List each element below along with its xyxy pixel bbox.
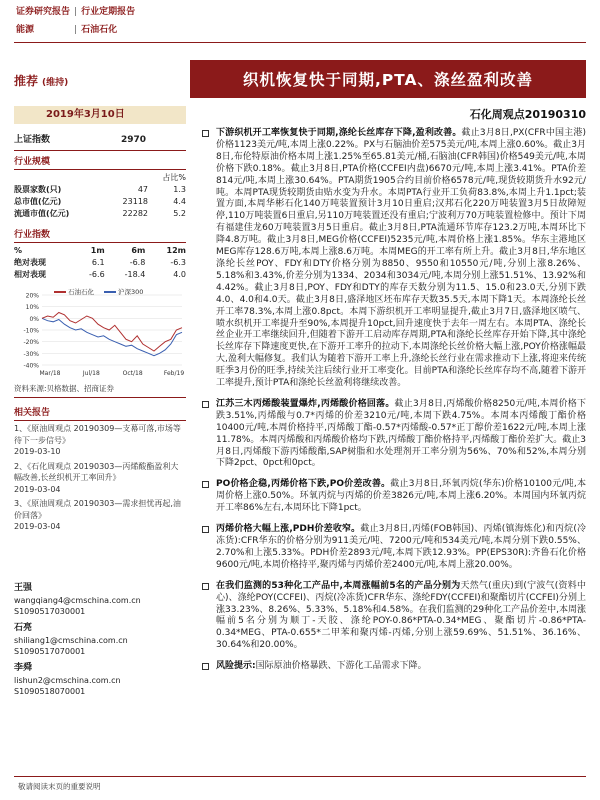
perf-header: % 1m 6m 12m: [14, 246, 186, 255]
industry-row: [14, 196, 186, 208]
perf-label: 绝对表现: [14, 258, 46, 267]
paragraph-lead: 风险提示:: [216, 661, 256, 672]
industry-pct: 1.3: [173, 185, 186, 194]
perf-value: -18.4: [124, 270, 146, 279]
paragraph-text: 天然气(重庆)到(宁波气(资料中心)、涤纶POY(CCFEI)、丙烷(冷冻货)CFR华东、涤纶FDY(CCFEI)和聚酯切片(CCFEI)分别上涨33.23%、8.26%、5.33%、5.18%和4.58%。在我们监测的29种化工产品价差中,本周涨幅前5名分别为顺丁-天胶、涤纶POY-0.86*PTA-0.34*MEG、聚酯切片-0.86*PTA-0.34*MEG、PTA-0.655*二甲苯和聚丙烯-丙烯,分别上涨59.69%、51.51%、36.16%、30.64%和20.00%。: [216, 580, 586, 651]
related-report-item: [14, 461, 186, 496]
industry-label: 股票家数(只): [14, 185, 62, 194]
related-report-title: 1、《原油周观点 20190309—支幕可落,市场等待下一步信号》: [14, 424, 181, 445]
body-paragraph: [200, 661, 586, 673]
chart-svg: [14, 285, 186, 381]
paragraph-text: 国际原油价格暴跌、下游化工品需求下降。: [255, 661, 427, 672]
related-report-item: [14, 423, 186, 458]
analyst-card: [14, 663, 186, 697]
industry-pct: 4.4: [173, 197, 186, 206]
related-report-title: 3、《原油周观点 20190303—需求担忧再起,油价回落》: [14, 499, 181, 520]
industry-label: 流通市值(亿元): [14, 209, 70, 218]
analyst-card: [14, 583, 186, 617]
checkbox-bullet-icon: [202, 130, 209, 137]
series-line-hs300: [42, 318, 182, 355]
x-tick-label: Oct/18: [122, 370, 143, 377]
industry-pct: 5.2: [173, 209, 186, 218]
related-report-item: [14, 498, 186, 533]
paragraph-text: 截止3月8日,PX(CFR中国主港)价格1123美元/吨,本周上涨0.22%。PX与石脑油价差575美元/吨,本周上涨0.60%。截止3月8日,布伦特原油价格本周上涨1.25%至65.81美元/桶,石脑油(CFR韩国)价格549美元/吨,本周价格下跌0.18%。截止3月8日,PTA价格(CCFEI内盘)6670元/吨,本周上涨3.41%。PTA价差814元/吨,本周上涨30.64%。PTA期货1905合约目前价格6578元/吨,现货较期货升水92元/吨。本周PTA现货较期货由贴水变为升水。本周PTA行业开工负荷83.8%,本周上升1.1pct;装置方面,本周华彬石化140万吨装置预计3月10日重启;汉邦石化220万吨装置3月5日故障短停,110万吨装置6日重启,另110万吨装置还没有重启;宁波利万70万吨装置检修中。预计下周有福建佳龙60万吨装置3月5日重启。截止3月8日,PTA流通环节库存123.2万吨,本周环比下降4.8万吨。截止3月8日,MEG价格(CCFEI)5235元/吨,本周价格上涨1.85%。华东主港地区MEG库存128.6万吨,本周上涨8.6万吨。本周MEG的开工率有所上升。截止3月8日,华东地区涤纶长丝POY、FDY和DTY价格分别为8850、9550和10550元/吨,分别上涨8.26%、5.18%和3.43%,价差分别为1334、2034和3034元/吨,本周分别上涨51.51%、13.92%和4.42%。截止3月8日,POY、FDY和DTY的库存天数分别为11.5、15.0和23.0天,分别下跌4.0、4.0和4.0天。截止3月8日,盛泽地区坯布库存天数35.5天,本周下降1天。本周涤纶长丝开工率78.3%,本周上涨0.8pct。本周下游织机开工率明显提升,截止3月7日,盛泽地区喷气、喷水织机开工率提升至90%,本周提升10pct,回升速度快于去年一周左右。本周PTA、涤纶长丝企业开工率继续回升,但随着下游开工启动库存周期,PTA和涤纶长丝库存开始下降,其中涤纶长丝库存下降速度更快,在下游开工率升的拉动下,本周涤纶长丝价格大幅上涨,POY价格涨幅最大,盈利大幅修复。我们认为随着下游开工率上升,涤纶长丝行业在需求推动下上涨,将迎来传统旺季3月份的旺季,持续关注后续行业开工率变化。目前PTA和涤纶长丝库存均不高,随着下游开工率提升,预计PTA和涤纶长丝盈利将继续改善。: [216, 128, 586, 389]
analyst-email: shiliang1@cmschina.com.cn: [14, 635, 128, 645]
analyst-card: [14, 623, 186, 657]
industry-row: [14, 184, 186, 196]
y-tick-label: -30%: [23, 350, 39, 358]
industry-scale-heading: 行业规模: [14, 151, 186, 170]
report-subtitle: 石化周观点20190310: [469, 108, 586, 121]
perf-row: [14, 269, 186, 281]
checkbox-bullet-icon: [202, 663, 209, 670]
perf-row: [14, 257, 186, 269]
analyst-id: S1090517030001: [14, 606, 86, 616]
paragraph-text: 截止3月8日,环氧丙烷(华东)价格10100元/吨,本周价格上涨0.50%。环氧丙烷与丙烯的价差3826元/吨,本周上涨6.20%。本周国内环氧丙烷开工率86%左右,本周环比下降1pct。: [216, 479, 586, 514]
analyst-name: 王强: [14, 582, 33, 593]
checkbox-bullet-icon: [202, 401, 209, 408]
industry-value: 47: [137, 185, 148, 194]
chart-legend: [54, 287, 143, 296]
y-tick-label: 20%: [25, 292, 39, 300]
checkbox-bullet-icon: [202, 481, 209, 488]
performance-chart: [14, 285, 186, 381]
main-body: [200, 128, 586, 682]
perf-value: 6.1: [91, 258, 105, 267]
industry-label: 总市值(亿元): [14, 197, 62, 206]
perf-label: 相对表现: [14, 270, 46, 279]
body-paragraph: [200, 524, 586, 572]
related-report-title: 2、《石化周观点 20190303—丙烯酸酯盈利大幅改善,长丝织机开工率回升》: [14, 461, 179, 482]
analyst-email: lishun2@cmschina.com.cn: [14, 675, 121, 685]
report-date: 2019年3月10日: [14, 106, 186, 124]
analyst-name: 李舜: [14, 662, 33, 673]
y-tick-label: -40%: [23, 362, 39, 370]
paragraph-lead: 下游织机开工率恢复快于同期,涤纶长丝库存下降,盈利改善。: [216, 128, 462, 138]
related-report-date: 2019-03-04: [14, 484, 61, 494]
paragraph-lead: 江苏三木丙烯酸装置爆炸,丙烯酸价格回落。: [216, 398, 395, 409]
legend-item-a: 石油石化: [54, 287, 94, 296]
paragraph-text: 截止3月8日,丙烯(FOB韩国)、丙烯(镇海炼化)和丙烷(冷冻货):CFR华东的价格分别为911美元/吨、7200元/吨和534美元/吨,本周分别下跌0.55%、2.70%和上涨5.33%。PDH价差2893元/吨,本周下跌12.93%。PP(EPS30R):齐鲁石化价格9600元/吨,本周价格持平,聚丙烯与丙烯价差2400元/吨,本周上涨20.00%。: [216, 524, 586, 570]
x-tick-label: Feb/19: [163, 370, 185, 377]
body-paragraph: [200, 581, 586, 652]
industry-value: 22282: [122, 209, 148, 218]
paragraph-lead: PO价格企稳,丙烯价格下跌,PO价差改善。: [216, 479, 391, 490]
rating: 推荐 (维持): [14, 74, 69, 88]
perf-value: -6.6: [89, 270, 105, 279]
body-paragraph: [200, 399, 586, 470]
paragraph-text: 截止3月8日,丙烯酸价格8250元/吨,本周价格下跌3.51%,丙烯酸与0.7*丙烯的价差3210元/吨,本周下跌4.75%。本周本丙烯酸丁酯价格10400元/吨,本周价格持平,丙烯酸丁酯-0.57*丙烯酸-0.57*正丁醇价差1622元/吨,本周上涨11.78%。本周丙烯酸和丙烯酸价格均下跌,丙烯酸丁酯价格持平,丙烯酸丁酯价差扩大。截止3月8日,丙烯酸下游丙烯酸酯,SAP树脂和水处理剂开工率分别为56%、70%和52%,本周分别下降2pct、0pct和0pct。: [216, 398, 586, 469]
checkbox-bullet-icon: [202, 583, 209, 590]
y-tick-label: -20%: [23, 339, 39, 347]
body-paragraph: [200, 479, 586, 515]
header-divider: [14, 42, 586, 43]
page-title-banner: 织机恢复快于同期,PTA、涤丝盈利改善: [190, 60, 586, 98]
y-tick-label: 10%: [25, 304, 39, 312]
related-reports-heading: 相关报告: [14, 402, 186, 421]
report-category: 证券研究报告 | 行业定期报告: [16, 7, 136, 17]
analyst-id: S1090518070001: [14, 686, 86, 696]
paragraph-lead: 丙烯价格大幅上涨,PDH价差收窄。: [216, 524, 361, 535]
checkbox-bullet-icon: [202, 526, 209, 533]
x-tick-label: Mar/18: [39, 370, 61, 377]
related-report-date: 2019-03-10: [14, 447, 61, 456]
legend-item-b: 沪深300: [104, 287, 143, 296]
industry-row: [14, 208, 186, 220]
industry-value: 23118: [122, 197, 148, 206]
sidebar: 上证指数 2970 行业规模 占比% 股票家数(只) 47 1.3 总市值(亿元) 23118 4.4 流通市值(亿元) 22282 5.2 行业指数 % 1m 6m 12m 绝对表现 6.1 -6.8 -6.3 相对表现 -6.6 -18.4 4.0 石油石化 沪深300 20% 10% 0% -10% -20% -30% -40% Mar/18 Jul/18 Oct/18 Feb/19 资料来源:贝格数据、招商证券 相关报告 1、《原油周观点 20190309—支幕可落,市场等待下一步信号》 2019-03-10 2、《石化周观点 20190303—丙烯酸酯盈利大幅改善,长丝织机开工率回升》 2019-03-04 3、《原油周观点 20190303—需求担忧再起,油价回落》 2019-03-04 王强 wangqiang4@cmschina.com.cn S1090517030001 石亮 shiliang1@cmschina.com.cn S1090517070001 李舜 lishun2@cmschina.com.cn S1090518070001: [14, 130, 186, 697]
perf-value: -6.8: [129, 258, 146, 267]
chart-source: 资料来源:贝格数据、招商证券: [14, 383, 186, 398]
y-tick-label: 0%: [29, 315, 39, 323]
x-tick-label: Jul/18: [82, 370, 100, 377]
body-paragraph: [200, 128, 586, 390]
footer-note: 敬请阅读末页的重要说明: [14, 776, 586, 792]
related-report-date: 2019-03-04: [14, 522, 61, 531]
index-performance-heading: 行业指数: [14, 224, 186, 243]
perf-value: -6.3: [170, 258, 186, 267]
y-tick-label: -10%: [23, 327, 39, 335]
perf-value: 4.0: [173, 270, 186, 279]
analyst-email: wangqiang4@cmschina.com.cn: [14, 595, 141, 605]
analyst-id: S1090517070001: [14, 646, 86, 656]
sector-category: 能源 | 石油石化: [16, 25, 118, 35]
paragraph-lead: 在我们监测的53种化工产品中,本周涨幅前5名的产品分别为: [216, 580, 461, 591]
index-row: 上证指数 2970: [14, 130, 186, 151]
analyst-name: 石亮: [14, 622, 33, 633]
